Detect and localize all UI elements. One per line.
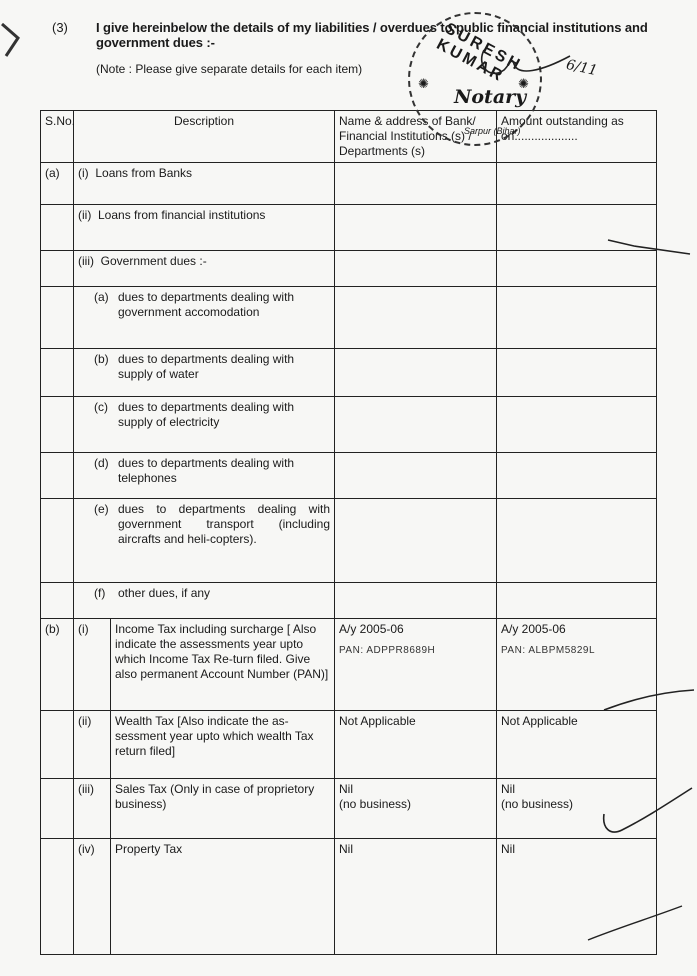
row-label	[74, 583, 335, 619]
notary-stamp	[408, 12, 542, 146]
row-num: (i)	[74, 619, 111, 711]
sno-cell	[41, 499, 74, 583]
liabilities-table	[40, 110, 657, 955]
table-row	[41, 163, 657, 205]
row-num: (ii)	[74, 711, 111, 779]
name-cell	[335, 349, 497, 397]
sub-text: other dues, if any	[118, 586, 211, 600]
name-cell: Not Applicable	[335, 711, 497, 779]
col-sno-header: S.No.	[41, 111, 74, 163]
amount-cell	[497, 499, 657, 583]
section-heading: I give hereinbelow the details of my liabilities / overdues to public financial institutions and government dues :-	[96, 20, 648, 50]
table-row	[41, 779, 657, 839]
section-b-label: (b)	[41, 619, 74, 711]
sub-label: (d)	[94, 456, 109, 470]
amount-cell	[497, 205, 657, 251]
col-description-header: Description	[74, 111, 335, 163]
amount-value: Nil	[501, 782, 515, 796]
table-header-row	[41, 111, 657, 163]
name-note: (no business)	[339, 797, 412, 811]
note-text: (Note : Please give separate details for each item)	[96, 62, 363, 76]
sub-label: (e)	[94, 502, 109, 516]
row-num: (i)	[78, 166, 89, 180]
name-cell	[335, 397, 497, 453]
stamp-bottom-text: Sarpur (Bihar)	[464, 126, 521, 136]
table-row	[41, 453, 657, 499]
col-amount-header: Amount outstanding as on...................	[497, 111, 657, 163]
row-num: (ii)	[78, 208, 92, 222]
table-row	[41, 839, 657, 955]
amount-cell	[497, 349, 657, 397]
row-text: Income Tax including surcharge [ Also indicate the assessments year upto which Income Tax Re-turn filed. Give also permanent Account Number (PAN)]	[111, 619, 335, 711]
table-row	[41, 619, 657, 711]
star-icon: ✺	[518, 76, 529, 91]
row-text: Loans from financial institutions	[98, 208, 266, 222]
section-a-label: (a)	[41, 163, 74, 205]
row-label	[74, 397, 335, 453]
name-cell	[335, 779, 497, 839]
amount-cell	[497, 163, 657, 205]
row-text: Loans from Banks	[95, 166, 193, 180]
sno-cell	[41, 711, 74, 779]
name-cell	[335, 251, 497, 287]
sub-text: dues to departments dealing with supply of water	[118, 352, 295, 381]
name-cell	[335, 583, 497, 619]
row-label	[74, 499, 335, 583]
sno-cell	[41, 287, 74, 349]
name-cell: Nil	[335, 839, 497, 955]
amount-cell	[497, 397, 657, 453]
name-cell	[335, 163, 497, 205]
name-value: A/y 2005-06	[339, 622, 404, 636]
amount-cell	[497, 619, 657, 711]
amount-cell	[497, 453, 657, 499]
staple-mark-icon	[0, 20, 24, 60]
amount-pan: PAN: ALBPM5829L	[501, 645, 596, 656]
row-label	[74, 453, 335, 499]
name-cell	[335, 499, 497, 583]
name-pan: PAN: ADPPR8689H	[339, 645, 436, 656]
table-row	[41, 349, 657, 397]
sno-cell	[41, 205, 74, 251]
table-row	[41, 287, 657, 349]
sub-label: (c)	[94, 400, 108, 414]
row-text: Sales Tax (Only in case of proprietory business)	[111, 779, 335, 839]
sub-text: dues to departments dealing with government transport (including aircrafts and heli-copters).	[118, 502, 330, 546]
amount-note: (no business)	[501, 797, 574, 811]
row-label	[74, 349, 335, 397]
sno-cell	[41, 583, 74, 619]
row-label	[74, 205, 335, 251]
table-row	[41, 397, 657, 453]
name-cell	[335, 205, 497, 251]
stamp-date: 6/11	[564, 56, 599, 80]
sno-cell	[41, 251, 74, 287]
sub-label: (f)	[94, 586, 106, 600]
row-num: (iii)	[74, 779, 111, 839]
sno-cell	[41, 839, 74, 955]
sub-text: dues to departments dealing with supply of electricity	[118, 400, 295, 429]
row-label	[74, 163, 335, 205]
row-num: (iii)	[78, 254, 94, 268]
amount-cell: Not Applicable	[497, 711, 657, 779]
amount-value: A/y 2005-06	[501, 622, 566, 636]
sub-text: dues to departments dealing with government accomodation	[118, 290, 295, 319]
table-row	[41, 251, 657, 287]
row-label	[74, 287, 335, 349]
sub-text: dues to departments dealing with telephones	[118, 456, 295, 485]
row-num: (iv)	[74, 839, 111, 955]
table-row	[41, 499, 657, 583]
table-row	[41, 711, 657, 779]
stamp-top-text: SURESH KUMAR	[433, 20, 525, 86]
row-text: Government dues :-	[100, 254, 207, 268]
sub-label: (a)	[94, 290, 109, 304]
row-label	[74, 251, 335, 287]
item-number: (3)	[52, 20, 68, 35]
star-icon: ✺	[418, 76, 429, 91]
sno-cell	[41, 349, 74, 397]
amount-cell: Nil	[497, 839, 657, 955]
row-text: Wealth Tax [Also indicate the as-sessment year upto which wealth Tax return filed]	[111, 711, 335, 779]
table-row	[41, 583, 657, 619]
sub-label: (b)	[94, 352, 109, 366]
stamp-center-text: Notary	[454, 86, 527, 108]
sno-cell	[41, 397, 74, 453]
amount-cell	[497, 251, 657, 287]
row-text: Property Tax	[111, 839, 335, 955]
col-name-header: Name & address of Bank/ Financial Institutions (s) / Departments (s)	[335, 111, 497, 163]
name-value: Nil	[339, 782, 353, 796]
table-row	[41, 205, 657, 251]
name-cell	[335, 619, 497, 711]
sno-cell	[41, 453, 74, 499]
sno-cell	[41, 779, 74, 839]
name-cell	[335, 287, 497, 349]
amount-cell	[497, 583, 657, 619]
name-cell	[335, 453, 497, 499]
amount-cell	[497, 287, 657, 349]
amount-cell	[497, 779, 657, 839]
